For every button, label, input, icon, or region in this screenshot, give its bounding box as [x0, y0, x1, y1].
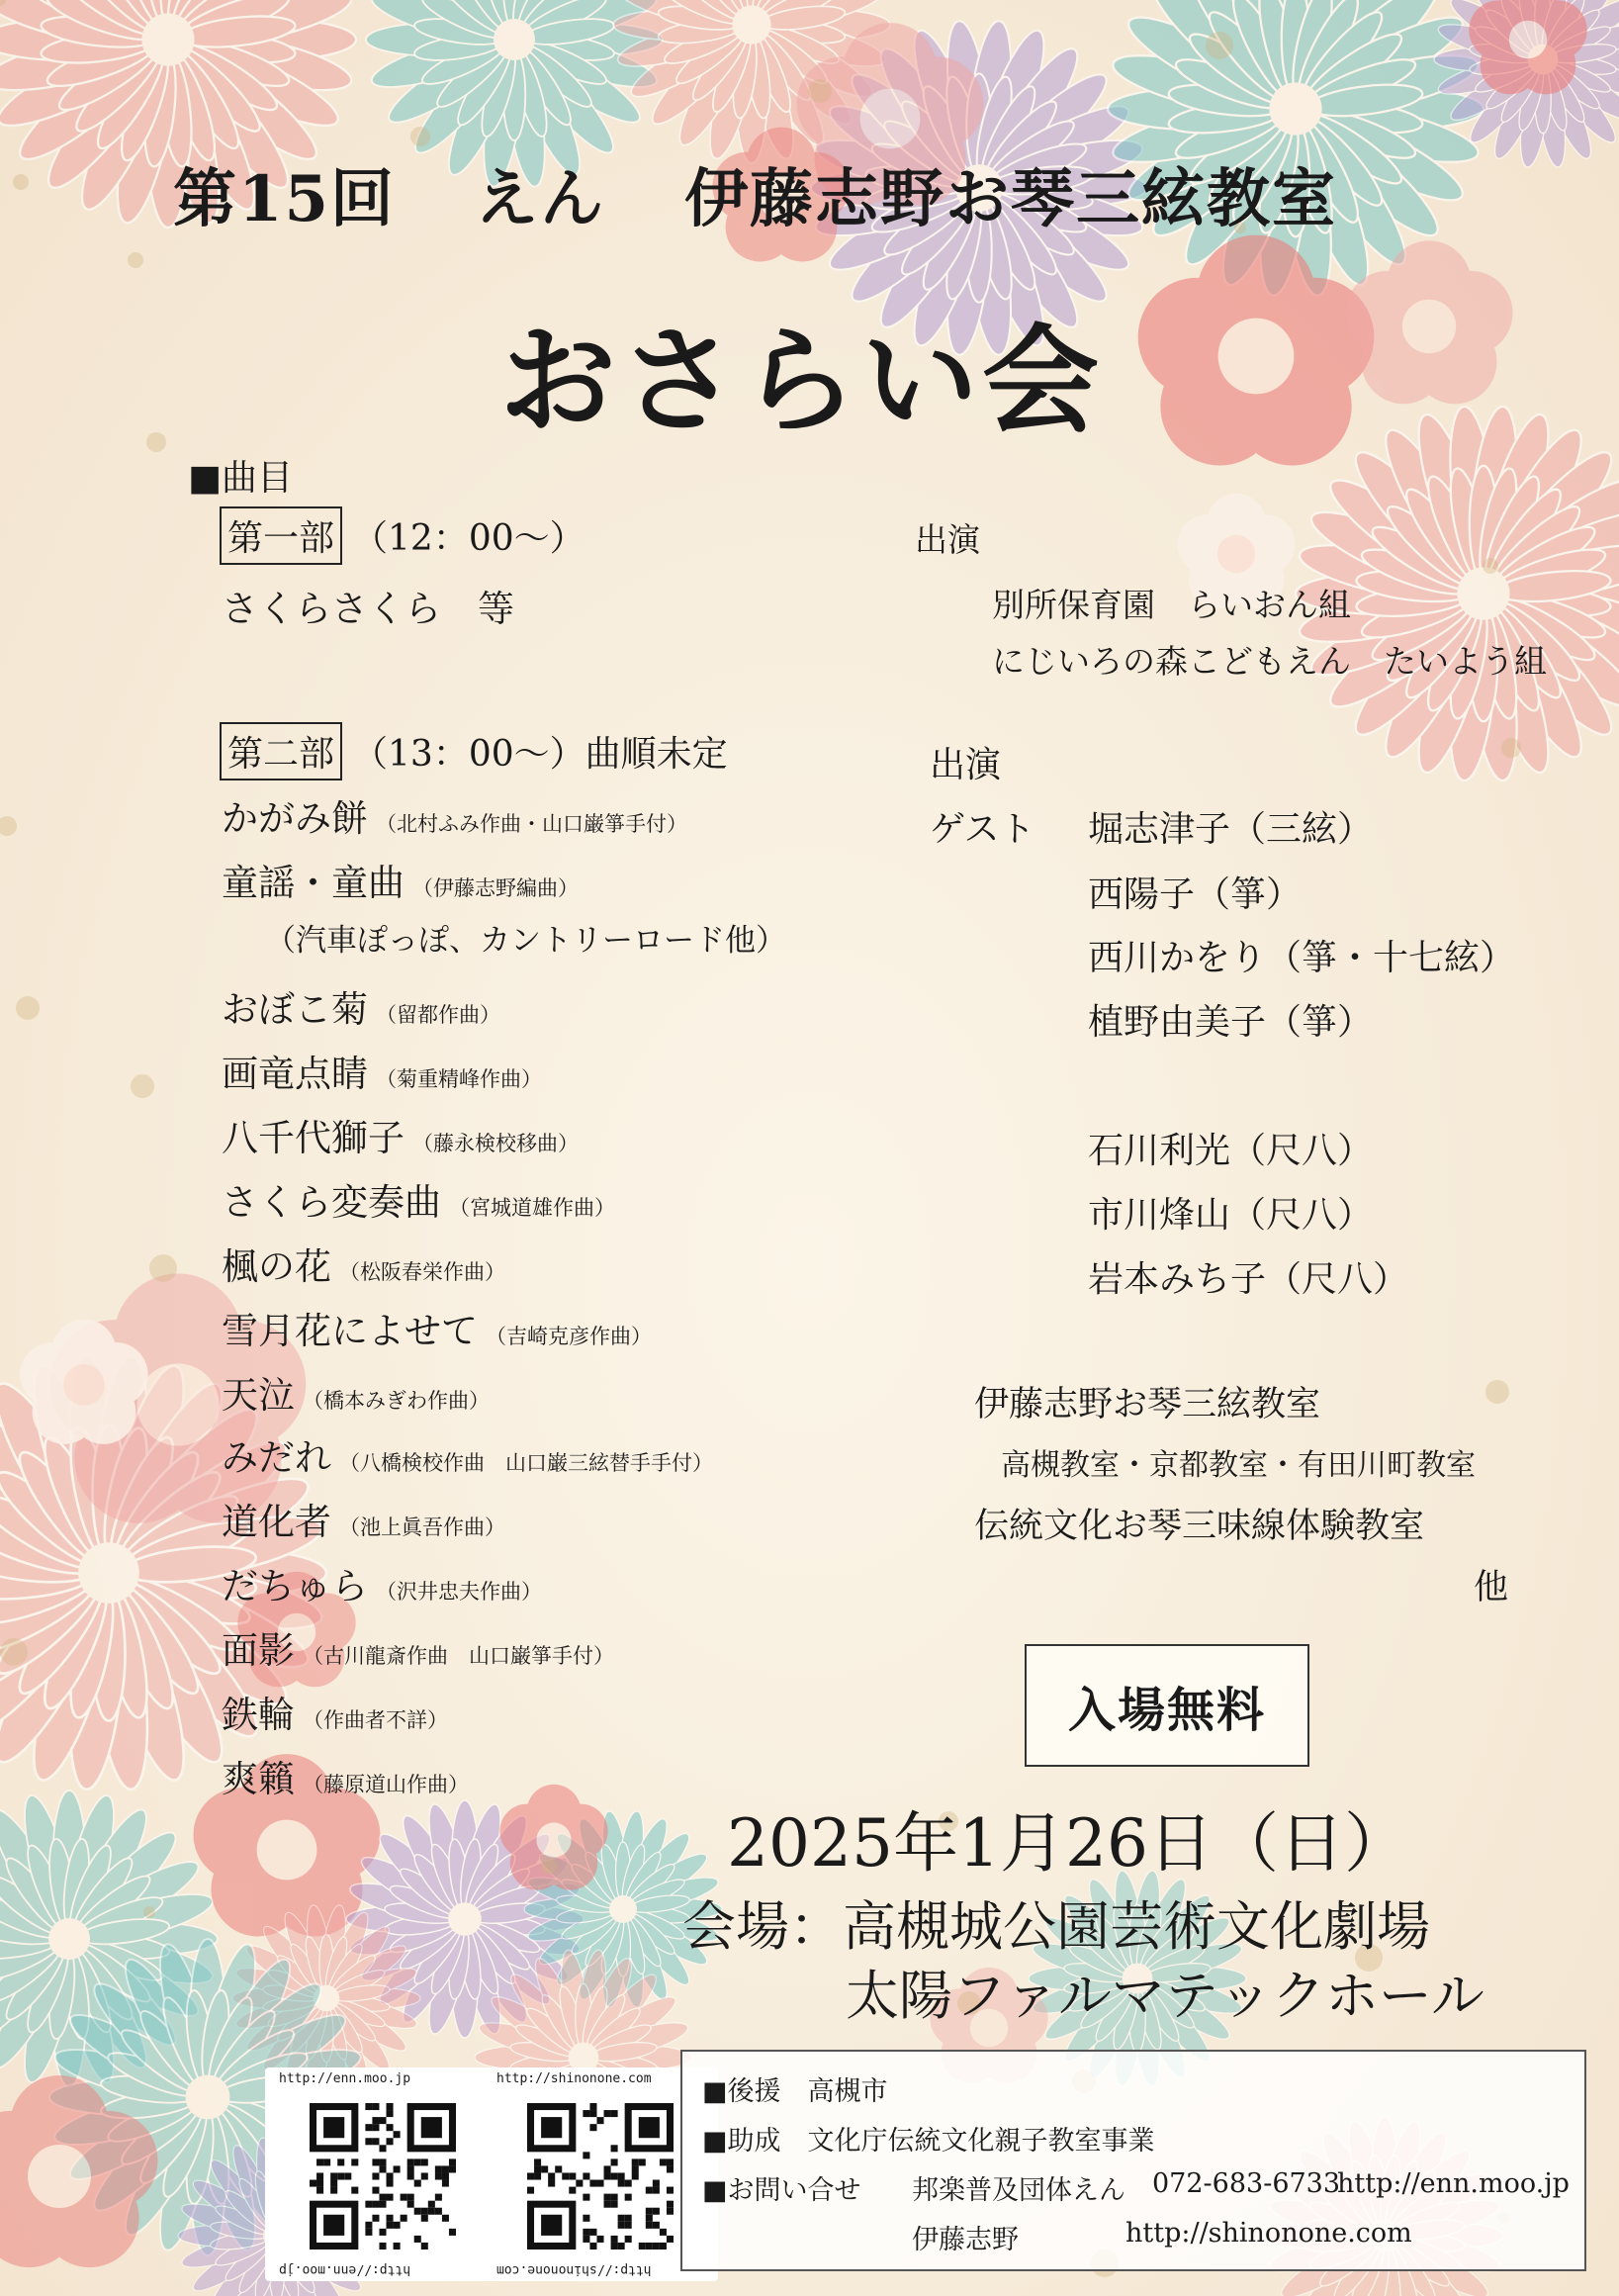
- others-label: 他: [1474, 1568, 1509, 1607]
- song-item: [222, 1108, 579, 1161]
- song-item: [222, 1556, 542, 1609]
- song-title: さくら変奏曲: [222, 1181, 441, 1224]
- song-item: [222, 1301, 652, 1354]
- song-item: [222, 1427, 713, 1481]
- song-item: [222, 853, 579, 906]
- part2-header: [220, 722, 728, 781]
- guest-performer: 西陽子（箏）: [1088, 874, 1303, 915]
- group-name: えん: [475, 162, 606, 236]
- venue-hall: 太陽ファルマテックホール: [846, 1965, 1484, 2027]
- song-title: 面影: [222, 1629, 295, 1672]
- song-item: [222, 1685, 448, 1738]
- guest-performer: 植野由美子（箏）: [1088, 1002, 1374, 1043]
- song-title: 楓の花: [222, 1245, 331, 1288]
- info-box: [680, 2050, 1586, 2271]
- song-title: だちゅら: [222, 1565, 368, 1607]
- guest-performer: 石川利光（尺八）: [1088, 1131, 1374, 1171]
- song-item: [222, 1044, 542, 1097]
- song-composer-note: （藤永検校移曲）: [412, 1132, 579, 1155]
- part2-time: （13：00～）曲順未定: [352, 734, 728, 775]
- song-title: 爽籟: [222, 1758, 295, 1800]
- part1-performers-label: 出演: [915, 520, 980, 559]
- song-title: 童謡・童曲: [222, 862, 405, 904]
- contact-person: 伊藤志野: [912, 2225, 1019, 2255]
- support-row: [702, 2069, 888, 2108]
- venue-name: 会場：高槻城公園芸術文化劇場: [682, 1895, 1430, 1958]
- contact-row: [702, 2168, 861, 2207]
- qr-code-icon: [310, 2103, 456, 2250]
- song-composer-note: （宮城道雄作曲）: [449, 1196, 615, 1220]
- song-composer-note: （吉崎克彦作曲）: [486, 1325, 652, 1348]
- edition-label: 第15回: [173, 162, 397, 236]
- song-item: [222, 788, 687, 842]
- song-title: 道化者: [222, 1501, 331, 1543]
- contact-phone[interactable]: 072-683-6733: [1152, 2168, 1341, 2199]
- part1-time: （12：00～）: [352, 518, 585, 559]
- event-subtitle: [173, 148, 1337, 239]
- song-composer-note: （菊重精峰作曲）: [376, 1067, 542, 1091]
- song-composer-note: （八橋検校作曲 山口巌三絃替手手付）: [339, 1451, 713, 1475]
- song-title: おぼこ菊: [222, 988, 368, 1031]
- song-composer-note: （沢井忠夫作曲）: [376, 1580, 542, 1604]
- grant-row: [702, 2119, 1155, 2158]
- song-item: [222, 979, 500, 1033]
- song-composer-note: （橋本みぎわ作曲）: [303, 1389, 490, 1413]
- song-item: [222, 1492, 505, 1545]
- admission-badge: 入場無料: [1025, 1644, 1309, 1767]
- guest-performer: 西川かをり（箏・十七絃）: [1088, 938, 1516, 978]
- song-title: 鉄輪: [222, 1694, 295, 1736]
- song-composer-note: （池上眞吾作曲）: [339, 1515, 505, 1539]
- song-item: [222, 1620, 614, 1674]
- song-composer-note: （藤原道山作曲）: [303, 1773, 469, 1796]
- part1-content: さくらさくら 等: [222, 588, 514, 630]
- guest-performer: 岩本みち子（尺八）: [1088, 1259, 1409, 1300]
- part1-performer: 別所保育園 らいおん組: [992, 586, 1351, 624]
- qr-code-shinonone[interactable]: http://shinonone.com http://shinonone.com: [483, 2067, 718, 2281]
- part1-label: 第一部: [220, 506, 342, 565]
- song-title: 画竜点睛: [222, 1053, 368, 1095]
- guest-performer: 市川烽山（尺八）: [1088, 1195, 1374, 1236]
- song-title: 八千代獅子: [222, 1117, 405, 1159]
- song-title: 雪月花によせて: [222, 1310, 478, 1352]
- page-title: おさらい会: [499, 312, 1104, 449]
- grant-value: 文化庁伝統文化親子教室事業: [807, 2126, 1155, 2157]
- song-title: かがみ餅: [222, 797, 368, 840]
- part2-performers-label: 出演: [930, 745, 1002, 785]
- contact-label: ■お問い合せ: [702, 2175, 861, 2206]
- contact-url-enn[interactable]: http://enn.moo.jp: [1337, 2168, 1570, 2199]
- song-composer-note: （留都作曲）: [376, 1003, 500, 1027]
- program-heading: ■曲目: [188, 458, 294, 499]
- song-composer-note: （松阪春栄作曲）: [339, 1260, 505, 1284]
- event-date: 2025年1月26日（日）: [727, 1805, 1409, 1882]
- song-title: みだれ: [222, 1436, 331, 1479]
- school-name: 伊藤志野お琴三絃教室: [684, 162, 1338, 236]
- song-composer-note: （北村ふみ作曲・山口巌箏手付）: [376, 812, 687, 836]
- song-item: [222, 1365, 490, 1419]
- guest-label: ゲスト: [930, 809, 1035, 850]
- school-branches: 高槻教室・京都教室・有田川町教室: [1001, 1448, 1476, 1483]
- qr-code-icon: [527, 2103, 674, 2250]
- grant-label: ■助成: [702, 2126, 781, 2157]
- song-item: [222, 1749, 469, 1802]
- song-title: （汽車ぽっぽ、カントリーロード他）: [265, 923, 786, 959]
- song-composer-note: （古川龍斎作曲 山口巌箏手付）: [303, 1644, 614, 1668]
- song-item: [222, 1172, 615, 1226]
- part2-label: 第二部: [220, 722, 342, 781]
- song-composer-note: （伊藤志野編曲）: [412, 876, 579, 900]
- guest-performer: 堀志津子（三絃）: [1088, 809, 1374, 850]
- school-name-footer: 伊藤志野お琴三絃教室: [974, 1385, 1321, 1424]
- song-title: 天泣: [222, 1374, 295, 1417]
- part1-header: [220, 506, 585, 565]
- song-item: [265, 915, 786, 960]
- support-value: 高槻市: [807, 2076, 888, 2107]
- experience-class: 伝統文化お琴三味線体験教室: [974, 1507, 1425, 1546]
- support-label: ■後援: [702, 2076, 781, 2107]
- part1-performer: にじいろの森こどもえん たいよう組: [992, 642, 1547, 681]
- contact-org: 邦楽普及団体えん: [912, 2175, 1125, 2206]
- contact-url-shinonone[interactable]: http://shinonone.com: [1125, 2218, 1412, 2249]
- qr-code-enn[interactable]: http://enn.moo.jp http://enn.moo.jp: [265, 2067, 500, 2281]
- song-composer-note: （作曲者不詳）: [303, 1708, 448, 1732]
- song-item: [222, 1237, 505, 1290]
